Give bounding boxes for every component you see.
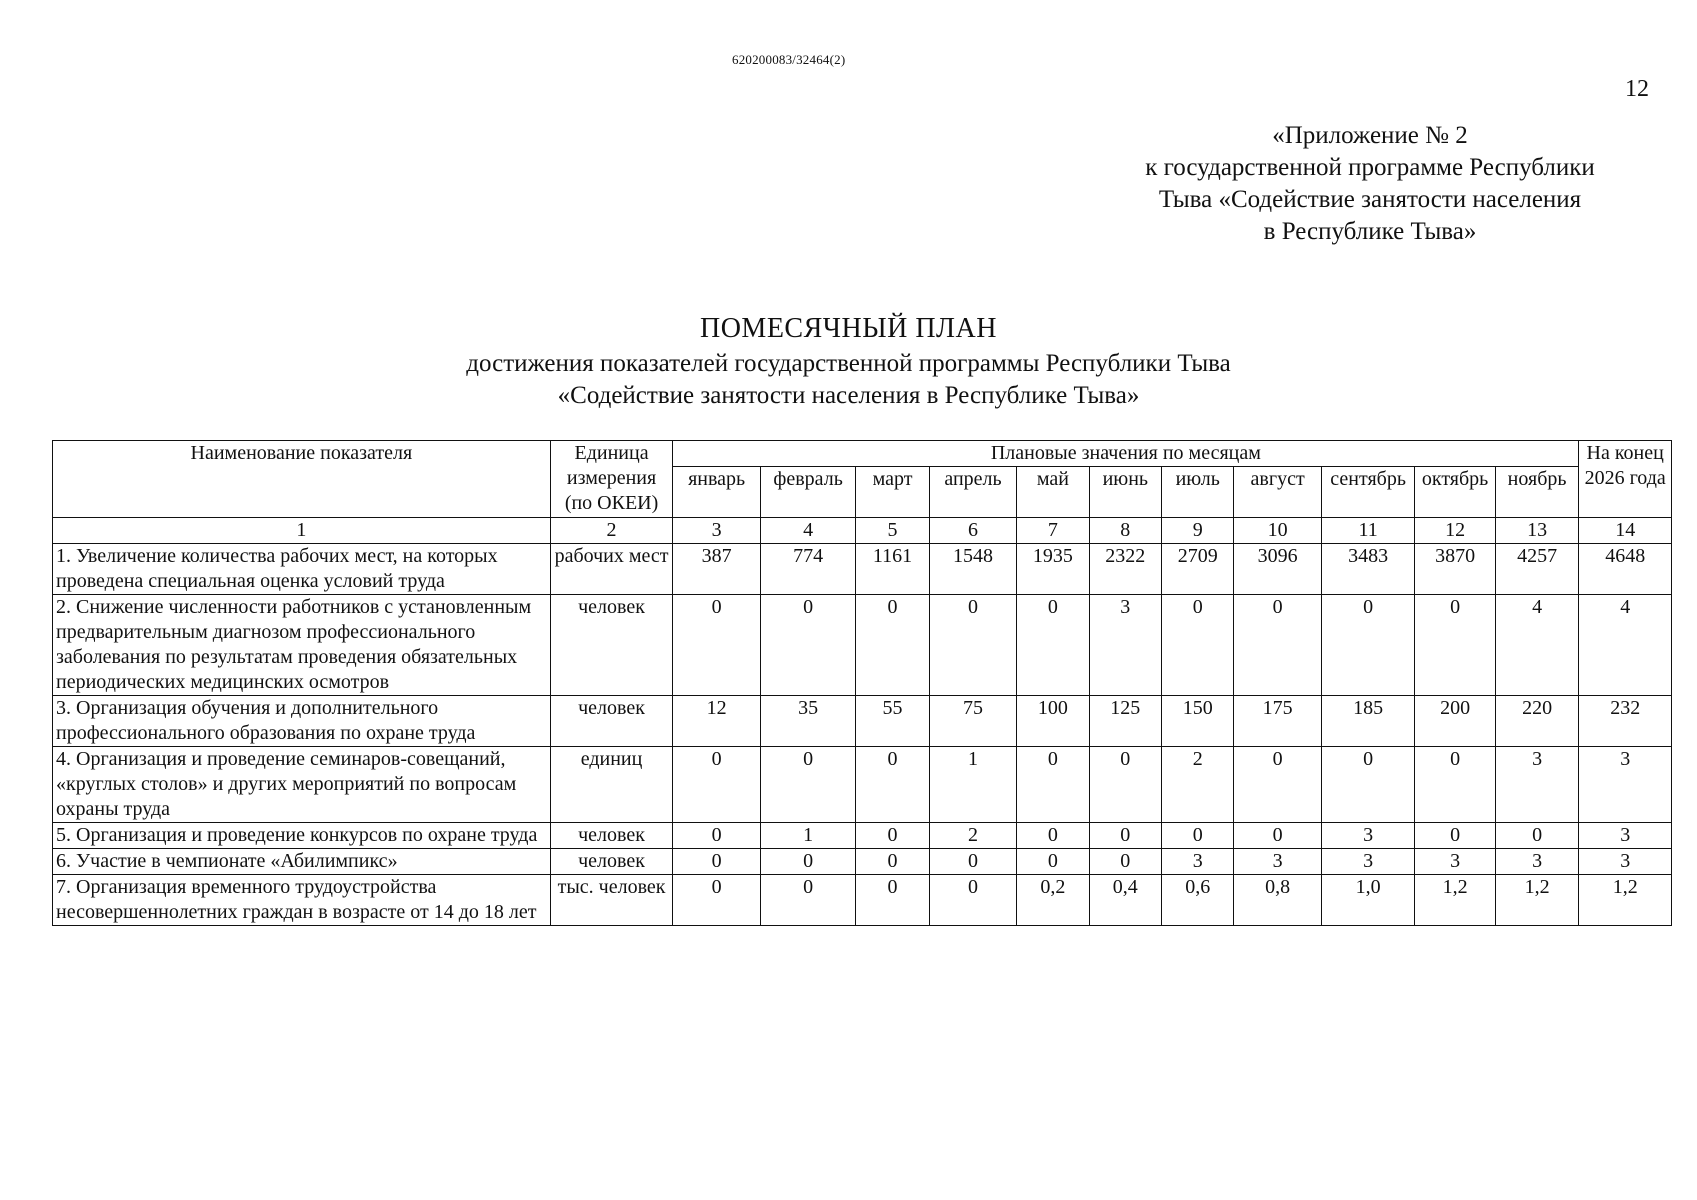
month-value-cell: 0 <box>1017 823 1089 849</box>
column-number-row <box>53 518 1672 544</box>
month-value-cell: 774 <box>760 544 856 595</box>
month-value-cell: 175 <box>1234 696 1321 747</box>
month-value-cell: 0 <box>1089 747 1161 823</box>
month-value-cell: 0 <box>1089 849 1161 875</box>
unit-cell: тыс. человек <box>550 875 673 926</box>
indicator-name-cell: 2. Снижение численности работников с установленным предварительным диагнозом профессионального заболевания по результатам проведения обязательных периодических медицинских осмотров <box>53 595 551 696</box>
month-value-cell: 0 <box>673 849 760 875</box>
month-value-cell: 220 <box>1495 696 1579 747</box>
column-number: 4 <box>760 518 856 544</box>
month-value-cell: 387 <box>673 544 760 595</box>
month-value-cell: 3870 <box>1415 544 1495 595</box>
document-id: 620200083/32464(2) <box>732 52 846 67</box>
month-value-cell: 0 <box>1321 595 1415 696</box>
month-value-cell: 0 <box>760 849 856 875</box>
month-value-cell: 2709 <box>1162 544 1234 595</box>
month-value-cell: 75 <box>929 696 1016 747</box>
indicator-name-cell: 7. Организация временного трудоустройства несовершеннолетних граждан в возрасте от 14 до 18 лет <box>53 875 551 926</box>
end-of-year-value-cell: 4648 <box>1579 544 1672 595</box>
table-row <box>53 696 1672 747</box>
month-value-cell: 3 <box>1415 849 1495 875</box>
column-number: 13 <box>1495 518 1579 544</box>
indicator-name-cell: 6. Участие в чемпионате «Абилимпикс» <box>53 849 551 875</box>
header-month: сентябрь <box>1321 467 1415 518</box>
month-value-cell: 0,4 <box>1089 875 1161 926</box>
column-number: 3 <box>673 518 760 544</box>
end-of-year-value-cell: 1,2 <box>1579 875 1672 926</box>
month-value-cell: 0 <box>1017 595 1089 696</box>
column-number: 6 <box>929 518 1016 544</box>
month-value-cell: 0 <box>1415 595 1495 696</box>
month-value-cell: 3 <box>1321 849 1415 875</box>
month-value-cell: 2 <box>929 823 1016 849</box>
month-value-cell: 3 <box>1495 849 1579 875</box>
month-value-cell: 0 <box>929 875 1016 926</box>
header-month: апрель <box>929 467 1016 518</box>
month-value-cell: 1161 <box>856 544 929 595</box>
appendix-line: «Приложение № 2 <box>1272 122 1468 149</box>
subtitle-line: достижения показателей государственной программы Республики Тыва <box>466 350 1231 377</box>
header-indicator: Наименование показателя <box>53 441 551 518</box>
appendix-line: к государственной программе Республики <box>1145 154 1595 181</box>
month-value-cell: 1 <box>929 747 1016 823</box>
page-subtitle <box>0 348 1697 412</box>
month-value-cell: 0 <box>929 595 1016 696</box>
month-value-cell: 0 <box>1415 747 1495 823</box>
header-month: ноябрь <box>1495 467 1579 518</box>
month-value-cell: 1548 <box>929 544 1016 595</box>
header-planned-values: Плановые значения по месяцам <box>673 441 1579 467</box>
month-value-cell: 0,2 <box>1017 875 1089 926</box>
month-value-cell: 0 <box>673 595 760 696</box>
month-value-cell: 100 <box>1017 696 1089 747</box>
month-value-cell: 0 <box>1017 849 1089 875</box>
month-value-cell: 0 <box>760 747 856 823</box>
month-value-cell: 0 <box>673 823 760 849</box>
column-number: 1 <box>53 518 551 544</box>
month-value-cell: 0,6 <box>1162 875 1234 926</box>
month-value-cell: 200 <box>1415 696 1495 747</box>
month-value-cell: 0 <box>929 849 1016 875</box>
column-number: 9 <box>1162 518 1234 544</box>
month-value-cell: 3 <box>1234 849 1321 875</box>
end-of-year-value-cell: 3 <box>1579 849 1672 875</box>
month-value-cell: 0 <box>1162 823 1234 849</box>
month-value-cell: 3096 <box>1234 544 1321 595</box>
month-value-cell: 1935 <box>1017 544 1089 595</box>
month-value-cell: 0 <box>856 595 929 696</box>
month-value-cell: 0 <box>1234 823 1321 849</box>
subtitle-line: «Содействие занятости населения в Республике Тыва» <box>557 382 1140 409</box>
month-value-cell: 185 <box>1321 696 1415 747</box>
indicator-name-cell: 3. Организация обучения и дополнительного профессионального образования по охране труда <box>53 696 551 747</box>
month-value-cell: 35 <box>760 696 856 747</box>
month-value-cell: 1,2 <box>1495 875 1579 926</box>
month-value-cell: 0 <box>856 849 929 875</box>
month-value-cell: 0 <box>1162 595 1234 696</box>
month-value-cell: 1,0 <box>1321 875 1415 926</box>
month-value-cell: 55 <box>856 696 929 747</box>
month-value-cell: 1 <box>760 823 856 849</box>
header-month: август <box>1234 467 1321 518</box>
month-value-cell: 0 <box>1415 823 1495 849</box>
month-value-cell: 125 <box>1089 696 1161 747</box>
header-month: февраль <box>760 467 856 518</box>
month-value-cell: 0 <box>1321 747 1415 823</box>
month-value-cell: 0 <box>856 747 929 823</box>
column-number: 11 <box>1321 518 1415 544</box>
month-value-cell: 0 <box>760 595 856 696</box>
header-month: март <box>856 467 929 518</box>
appendix-line: Тыва «Содействие занятости населения <box>1158 186 1582 213</box>
month-value-cell: 0 <box>1495 823 1579 849</box>
month-value-cell: 0 <box>673 747 760 823</box>
month-value-cell: 0 <box>1017 747 1089 823</box>
column-number: 14 <box>1579 518 1672 544</box>
appendix-line: в Республике Тыва» <box>1263 218 1477 245</box>
header-month: июнь <box>1089 467 1161 518</box>
month-value-cell: 0 <box>673 875 760 926</box>
column-number: 12 <box>1415 518 1495 544</box>
end-of-year-value-cell: 4 <box>1579 595 1672 696</box>
month-value-cell: 3 <box>1089 595 1161 696</box>
indicator-name-cell: 4. Организация и проведение семинаров-совещаний, «круглых столов» и других мероприятий по вопросам охраны труда <box>53 747 551 823</box>
month-value-cell: 1,2 <box>1415 875 1495 926</box>
month-value-cell: 2 <box>1162 747 1234 823</box>
end-of-year-value-cell: 3 <box>1579 823 1672 849</box>
header-month: октябрь <box>1415 467 1495 518</box>
column-number: 5 <box>856 518 929 544</box>
column-number: 2 <box>550 518 673 544</box>
month-value-cell: 12 <box>673 696 760 747</box>
month-value-cell: 0 <box>1089 823 1161 849</box>
page-title: ПОМЕСЯЧНЫЙ ПЛАН <box>699 313 997 344</box>
month-value-cell: 3 <box>1495 747 1579 823</box>
table-row <box>53 747 1672 823</box>
month-value-cell: 0 <box>1234 747 1321 823</box>
month-value-cell: 0,8 <box>1234 875 1321 926</box>
table-row <box>53 875 1672 926</box>
table-row <box>53 849 1672 875</box>
column-number: 8 <box>1089 518 1161 544</box>
month-value-cell: 4 <box>1495 595 1579 696</box>
column-number: 10 <box>1234 518 1321 544</box>
header-month: май <box>1017 467 1089 518</box>
month-value-cell: 3483 <box>1321 544 1415 595</box>
monthly-plan-table <box>52 440 1672 926</box>
table-header-row <box>53 441 1672 467</box>
header-unit: Единица измерения (по ОКЕИ) <box>550 441 673 518</box>
header-month: июль <box>1162 467 1234 518</box>
unit-cell: единиц <box>550 747 673 823</box>
month-value-cell: 3 <box>1321 823 1415 849</box>
month-value-cell: 3 <box>1162 849 1234 875</box>
indicator-name-cell: 5. Организация и проведение конкурсов по охране труда <box>53 823 551 849</box>
month-value-cell: 0 <box>856 875 929 926</box>
appendix-note <box>1080 120 1660 248</box>
month-value-cell: 0 <box>856 823 929 849</box>
table-row <box>53 823 1672 849</box>
unit-cell: человек <box>550 849 673 875</box>
month-value-cell: 4257 <box>1495 544 1579 595</box>
header-month: январь <box>673 467 760 518</box>
unit-cell: человек <box>550 823 673 849</box>
table-row <box>53 595 1672 696</box>
page-number: 12 <box>1625 76 1649 102</box>
table-row <box>53 544 1672 595</box>
month-value-cell: 0 <box>760 875 856 926</box>
indicator-name-cell: 1. Увеличение количества рабочих мест, на которых проведена специальная оценка условий труда <box>53 544 551 595</box>
unit-cell: человек <box>550 696 673 747</box>
header-end-of-year: На конец 2026 года <box>1579 441 1672 518</box>
month-value-cell: 150 <box>1162 696 1234 747</box>
unit-cell: рабочих мест <box>550 544 673 595</box>
end-of-year-value-cell: 232 <box>1579 696 1672 747</box>
month-value-cell: 2322 <box>1089 544 1161 595</box>
unit-cell: человек <box>550 595 673 696</box>
column-number: 7 <box>1017 518 1089 544</box>
month-value-cell: 0 <box>1234 595 1321 696</box>
end-of-year-value-cell: 3 <box>1579 747 1672 823</box>
